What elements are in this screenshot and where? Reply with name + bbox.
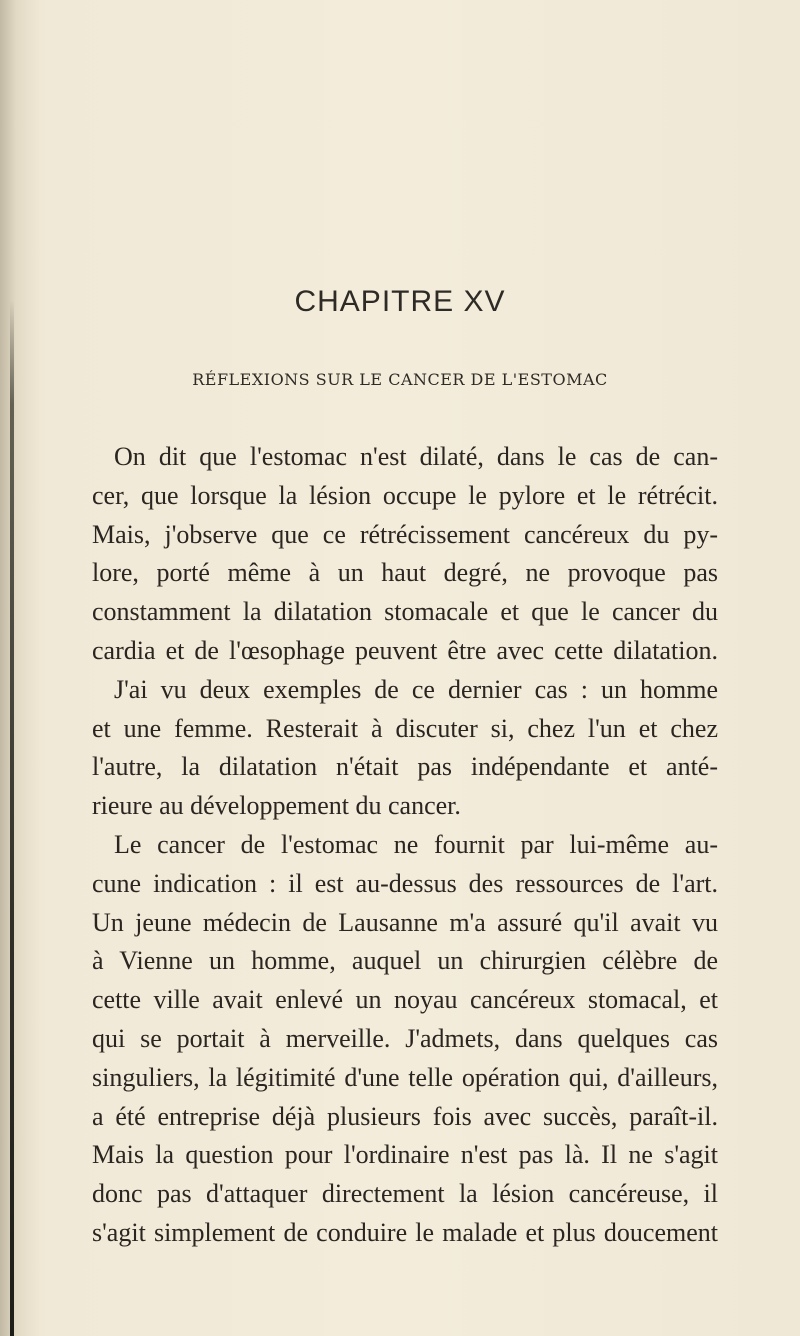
text-line: cette ville avait enlevé un noyau cancéreux stomacal, et xyxy=(92,985,718,1015)
text-line: cardia et de l'œsophage peuvent être avec cette dilatation. xyxy=(92,635,718,665)
body-text xyxy=(92,438,718,1253)
spine-edge xyxy=(10,300,14,1336)
chapter-title: CHAPITRE XV xyxy=(294,285,506,318)
text-line: qui se portait à merveille. J'admets, dans quelques cas xyxy=(92,1023,718,1053)
text-line: rieure au développement du cancer. xyxy=(92,791,461,821)
text-line: lore, porté même à un haut degré, ne provoque pas xyxy=(92,558,718,588)
text-line: a été entreprise déjà plusieurs fois avec succès, paraît-il. xyxy=(92,1101,718,1131)
text-line: On dit que l'estomac n'est dilaté, dans le cas de can- xyxy=(114,442,718,471)
text-line: et une femme. Resterait à discuter si, chez l'un et chez xyxy=(92,713,718,743)
text-line: l'autre, la dilatation n'était pas indépendante et anté- xyxy=(92,752,718,782)
text-line: à Vienne un homme, auquel un chirurgien célèbre de xyxy=(92,946,718,976)
text-line: Mais la question pour l'ordinaire n'est pas là. Il ne s'agit xyxy=(92,1140,718,1170)
text-line: singuliers, la légitimité d'une telle opération qui, d'ailleurs, xyxy=(92,1062,718,1092)
spine-shadow xyxy=(0,0,40,1336)
text-line: Mais, j'observe que ce rétrécissement cancéreux du py- xyxy=(92,519,718,549)
section-subtitle: RÉFLEXIONS SUR LE CANCER DE L'ESTOMAC xyxy=(192,370,608,389)
text-line: cune indication : il est au-dessus des ressources de l'art. xyxy=(92,868,718,898)
text-line: Un jeune médecin de Lausanne m'a assuré qu'il avait vu xyxy=(92,907,718,937)
text-line: constamment la dilatation stomacale et que le cancer du xyxy=(92,597,718,627)
text-line: Le cancer de l'estomac ne fournit par lui-même au- xyxy=(114,829,718,859)
text-line: J'ai vu deux exemples de ce dernier cas : un homme xyxy=(114,674,718,704)
text-line: donc pas d'attaquer directement la lésion cancéreuse, il xyxy=(92,1179,718,1209)
text-line: cer, que lorsque la lésion occupe le pylore et le rétrécit. xyxy=(92,480,718,510)
text-line: s'agit simplement de conduire le malade et plus doucement xyxy=(92,1217,718,1247)
